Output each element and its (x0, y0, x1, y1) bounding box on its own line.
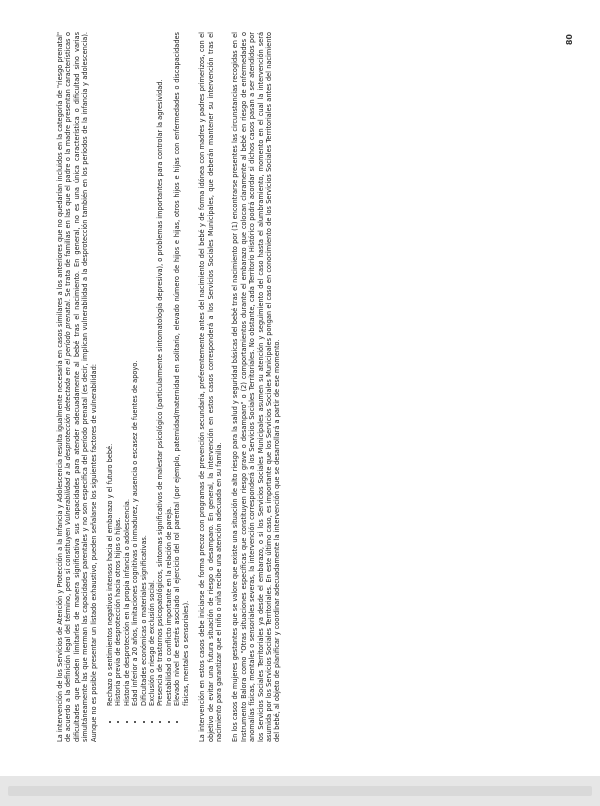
intro-paragraph (56, 32, 98, 742)
list-item: • Rechazo o sentimientos negativos intensos hacia el embarazo y el futuro bebé. (106, 32, 114, 712)
high-risk-paragraph: En los casos de mujeres gestantes que se valore que existe una situación de alto riesgo para la salud y seguridad básicas del bebé tras el nacimiento por (1) encontrarse presentes las circunstancias recogidas en el Instrumento Balora como "Otras situaciones específicas que constituyen riesgo grave o desamparo" o (2) comportamientos durante el embarazo que colocan claramente al bebé en riesgo de enfermedades o anomalías físicas, mentales o sensoriales severas, la intervención corresponderá a los Servicios Sociales Territoriales. No obstante, cada Territorio Histórico podrá acordar si dichos casos pasan a ser atendidos por los Servicios Sociales Territoriales ya desde el embarazo, o si los Servicios Sociales Municipales asumen su atención y seguimiento del caso hasta el alumbramiento, momento en el cual la intervención será asumida por los Servicios Sociales Territoriales. En este último caso, es importante que los Servicios Sociales Municipales pongan el caso en conocimiento de los Servicios Sociales Territoriales antes del nacimiento del bebé, al objeto de planificar y coordinar adecuadamente la intervención que se desarrollará a partir de ese momento. (231, 32, 282, 742)
list-item: • Presencia de trastornos psicopatológicos, síntomas significativos de malestar psicológico (particularmente sintomatología depresiva), o problemas importantes para controlar la agresividad. (156, 32, 164, 712)
viewer-bar (8, 786, 592, 796)
list-item: • Inestabilidad o conflicto importante en la relación de pareja. (165, 32, 173, 712)
list-item: • Historia de desprotección en la propia infancia o adolescencia. (123, 32, 131, 712)
intro-emphasis: Vulnerabilidad a la desprotección detectada en el período prenatal (64, 301, 73, 526)
list-item: • Historia previa de desprotección hacia otros hijos o hijas. (114, 32, 122, 712)
rotated-page-content (56, 32, 596, 742)
vulnerability-factors-list (106, 32, 190, 742)
intro-text-start: La intervención de los Servicios de Atención y Protección a la Infancia y Adolescencia resulta igualmente necesaria en casos similares a los anteriores que no quedarían incluidos en la categoría de "riesgo prenatal" de acuerdo a la definición legal del término, pero sí constituyen (56, 32, 73, 742)
list-item: • Edad inferior a 20 años, limitaciones cognitivas o inmadurez, y ausencia o escasez de fuentes de apoyo. (131, 32, 139, 712)
list-item: • Elevado nivel de estrés asociado al ejercicio del rol parental (por ejemplo, paternidad/maternidad en solitario, elevado número de hijos e hijas, otros hijos e hijas con enfermedades o discapacidades físicas, mentales o sensoriales). (173, 32, 190, 712)
list-item: • Exclusión o riesgo de exclusión social. (148, 32, 156, 712)
page-number: 80 (565, 34, 574, 46)
intro-text-end: . Se trata de familias en las que el padre o la madre presentan características o dificultades que pueden limitarles de manera significativa sus capacidades para atender adecuadamente al bebé tras el nacimiento. En general, no es una única característica o dificultad sino varias simultáneamente las que merman las capacidades parentales y no son específica del período prenatal (es decir, implican vulnerabilidad a la desprotección también en los períodos de la infancia y adolescencia). Aunque no es posible presentar un listado exhaustivo, pueden señalarse los siguientes factores de vulnerabilidad: (64, 32, 98, 742)
prevention-paragraph: La intervención en estos casos debe iniciarse de forma precoz con programas de prevención secundaria, preferentemente antes del nacimiento del bebé y de forma idónea con madres y padres primerizos, con el objetivo de evitar una futura situación de riesgo o desamparo. En general, la intervención en estos casos corresponderá a los Servicios Sociales Municipales, que deberán mantener su intervención tras el nacimiento para garantizar que el niño o niña recibe una atención adecuada en su familia. (198, 32, 223, 742)
viewer-bottom-strip (0, 776, 600, 806)
list-item: • Dificultades económicas o materiales significativas. (140, 32, 148, 712)
